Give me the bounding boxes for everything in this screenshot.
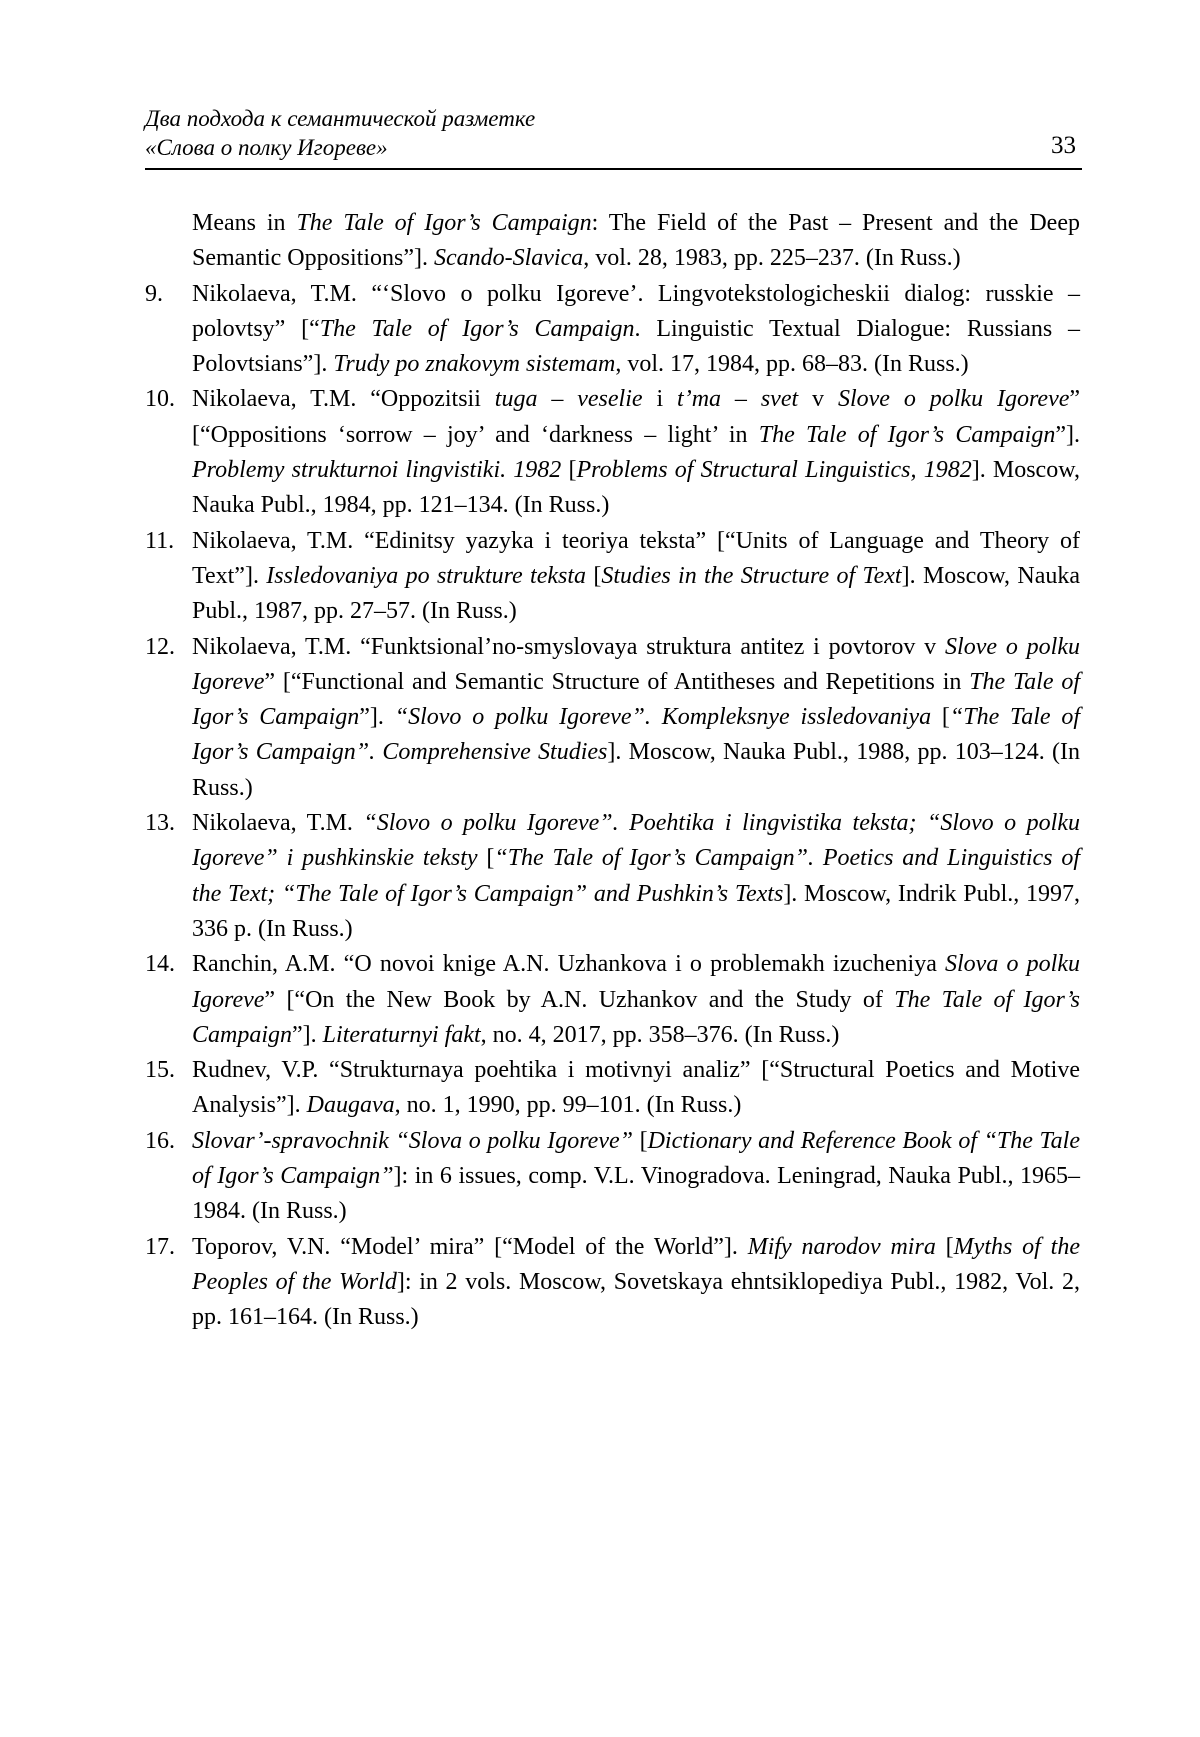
text-segment: Nikolaeva, T.M. “Oppozitsii: [192, 386, 495, 413]
reference-list: [145, 206, 1080, 1336]
reference-item: [145, 277, 1080, 383]
reference-text: [192, 1124, 1080, 1230]
text-segment: [: [561, 457, 577, 484]
text-segment: ” [“Functional and Semantic Structure of Antitheses and Repetitions in: [264, 668, 970, 695]
text-segment: ]. Moscow, Nauka Publ., 1984, pp. 121–134. (In Russ.): [192, 457, 1080, 519]
running-title-line-1: Два подхода к семантической разметке: [145, 106, 536, 131]
italic-segment: Studies in the Structure of Text: [601, 562, 902, 589]
reference-number: 9.: [145, 280, 163, 307]
reference-text: [192, 524, 1080, 630]
italic-segment: Myths of the Peoples of the World: [192, 1233, 1081, 1295]
italic-segment: Trudy po znakovym sistemam: [333, 351, 616, 378]
text-segment: Rudnev, V.P. “Strukturnaya poehtika i motivnyi analiz” [“Structural Poetics and Motive Analysis”].: [192, 1057, 1080, 1119]
text-segment: v: [798, 386, 838, 413]
reference-text: [192, 947, 1080, 1053]
text-segment: , no. 4, 2017, pp. 358–376. (In Russ.): [480, 1021, 840, 1048]
italic-segment: “The Tale of Igor’s Campaign”. Poetics and Linguistics of the Text; “The Tale of Igor’s Campaign” and Pushkin’s Texts: [192, 845, 1080, 907]
italic-segment: The Tale of Igor’s Campaign: [319, 315, 635, 342]
text-segment: [: [931, 704, 950, 731]
text-segment: [: [586, 562, 602, 589]
italic-segment: “Slovo o polku Igoreve”. Kompleksnye issledovaniya: [394, 704, 932, 731]
page-header: [145, 104, 1082, 170]
reference-text: [192, 1053, 1080, 1124]
running-title: [145, 104, 535, 162]
italic-segment: Issledovaniya po strukture teksta: [266, 562, 587, 589]
running-title-line-2: «Слова о полку Игореве»: [145, 135, 388, 160]
reference-number: 12.: [145, 633, 175, 660]
italic-segment: Dictionary and Reference Book of “The Tale of Igor’s Campaign”: [192, 1127, 1080, 1190]
text-segment: , vol. 17, 1984, pp. 68–83. (In Russ.): [615, 351, 969, 378]
text-segment: Nikolaeva, T.M. “‘Slovo o polku Igoreve’. Lingvotekstologicheskii dialog: russkie – polovtsy” [“: [192, 280, 1080, 342]
text-segment: ”].: [292, 1021, 323, 1048]
italic-segment: tuga – veselie: [494, 386, 643, 413]
italic-segment: “Slovo o polku Igoreve”. Poehtika i lingvistika teksta; “Slovo o polku Igoreve” i pushkinskie teksty: [192, 810, 1080, 872]
text-segment: , vol. 28, 1983, pp. 225–237. (In Russ.): [583, 245, 961, 272]
reference-number: 10.: [145, 386, 175, 413]
italic-segment: Problems of Structural Linguistics, 1982: [576, 457, 972, 484]
text-segment: Nikolaeva, T.M. “Edinitsy yazyka i teoriya teksta” [“Units of Language and Theory of Text”].: [192, 527, 1080, 589]
reference-item: [145, 1124, 1080, 1230]
text-segment: ” [“On the New Book by A.N. Uzhankov and the Study of: [264, 986, 895, 1013]
italic-segment: Slove o polku Igoreve: [837, 386, 1070, 413]
text-segment: ”].: [359, 704, 395, 731]
italic-segment: The Tale of Igor’s Campaign: [296, 210, 592, 236]
text-segment: Ranchin, A.M. “O novoi knige A.N. Uzhankova i o problemakh izucheniya: [192, 951, 946, 978]
text-segment: [: [477, 845, 495, 872]
italic-segment: Scando-Slavica: [433, 245, 584, 272]
text-segment: , no. 1, 1990, pp. 99–101. (In Russ.): [394, 1092, 742, 1119]
text-segment: Toporov, V.N. “Model’ mira” [“Model of the World”].: [192, 1233, 748, 1260]
text-segment: ]. Moscow, Nauka Publ., 1988, pp. 103–124. (In Russ.): [192, 739, 1081, 801]
italic-segment: “The Tale of Igor’s Campaign”. Comprehensive Studies: [192, 704, 1080, 766]
page-number: 33: [1051, 132, 1076, 159]
reference-number: 16.: [145, 1127, 175, 1154]
reference-text: [192, 382, 1080, 523]
text-segment: ”].: [1055, 421, 1080, 448]
reference-item: [145, 524, 1080, 630]
reference-number: 13.: [145, 810, 175, 837]
reference-text: [192, 806, 1080, 947]
text-segment: Nikolaeva, T.M.: [192, 810, 364, 837]
italic-segment: Daugava: [306, 1092, 395, 1119]
text-segment: ]. Moscow, Nauka Publ., 1987, pp. 27–57. (In Russ.): [192, 562, 1081, 625]
text-segment: : The Field of the Past – Present and the Deep Semantic Oppositions”].: [192, 210, 1080, 272]
text-segment: Means in: [192, 210, 297, 236]
italic-segment: The Tale of Igor’s Campaign: [192, 668, 1080, 731]
reference-number: 17.: [145, 1233, 175, 1260]
text-segment: ]: in 6 issues, comp. V.L. Vinogradova. Leningrad, Nauka Publ., 1965–1984. (In Russ.): [192, 1163, 1080, 1225]
reference-item: [145, 947, 1080, 1053]
text-segment: . Linguistic Textual Dialogue: Russians – Polovtsians”].: [192, 315, 1080, 378]
italic-segment: The Tale of Igor’s Campaign: [758, 421, 1056, 448]
text-segment: ]. Moscow, Indrik Publ., 1997, 336 p. (In Russ.): [192, 880, 1080, 942]
text-segment: [: [632, 1127, 648, 1154]
italic-segment: Slovar’-spravochnik “Slova o polku Igoreve”: [192, 1127, 633, 1154]
italic-segment: The Tale of Igor’s Campaign: [192, 986, 1080, 1048]
reference-number: 11.: [145, 527, 175, 554]
italic-segment: Problemy strukturnoi lingvistiki. 1982: [192, 457, 562, 484]
italic-segment: t’ma – svet: [677, 386, 799, 413]
reference-continuation: [145, 206, 1080, 277]
reference-item: [145, 630, 1080, 806]
italic-segment: Slova o polku Igoreve: [192, 951, 1080, 1013]
italic-segment: Mify narodov mira: [747, 1233, 936, 1260]
reference-item: [145, 1053, 1080, 1124]
reference-text: [192, 277, 1080, 383]
reference-number: 15.: [145, 1057, 175, 1084]
reference-text: [192, 630, 1080, 806]
reference-text: [192, 1230, 1080, 1336]
italic-segment: Slove o polku Igoreve: [192, 633, 1081, 695]
text-segment: ” [“Oppositions ‘sorrow – joy’ and ‘darkness – light’ in: [192, 386, 1081, 448]
reference-items: [145, 277, 1080, 1336]
reference-item: [145, 1230, 1080, 1336]
text-segment: Nikolaeva, T.M. “Funktsional’no-smyslovaya struktura antitez i povtorov v: [192, 633, 946, 660]
reference-item: [145, 806, 1080, 947]
text-segment: i: [642, 386, 678, 413]
text-segment: [: [935, 1233, 954, 1260]
italic-segment: Literaturnyi fakt: [322, 1021, 481, 1048]
text-segment: ]: in 2 vols. Moscow, Sovetskaya ehntsiklopediya Publ., 1982, Vol. 2, pp. 161–164. (In Russ.): [192, 1268, 1080, 1331]
reference-number: 14.: [145, 951, 175, 978]
reference-item: [145, 382, 1080, 523]
